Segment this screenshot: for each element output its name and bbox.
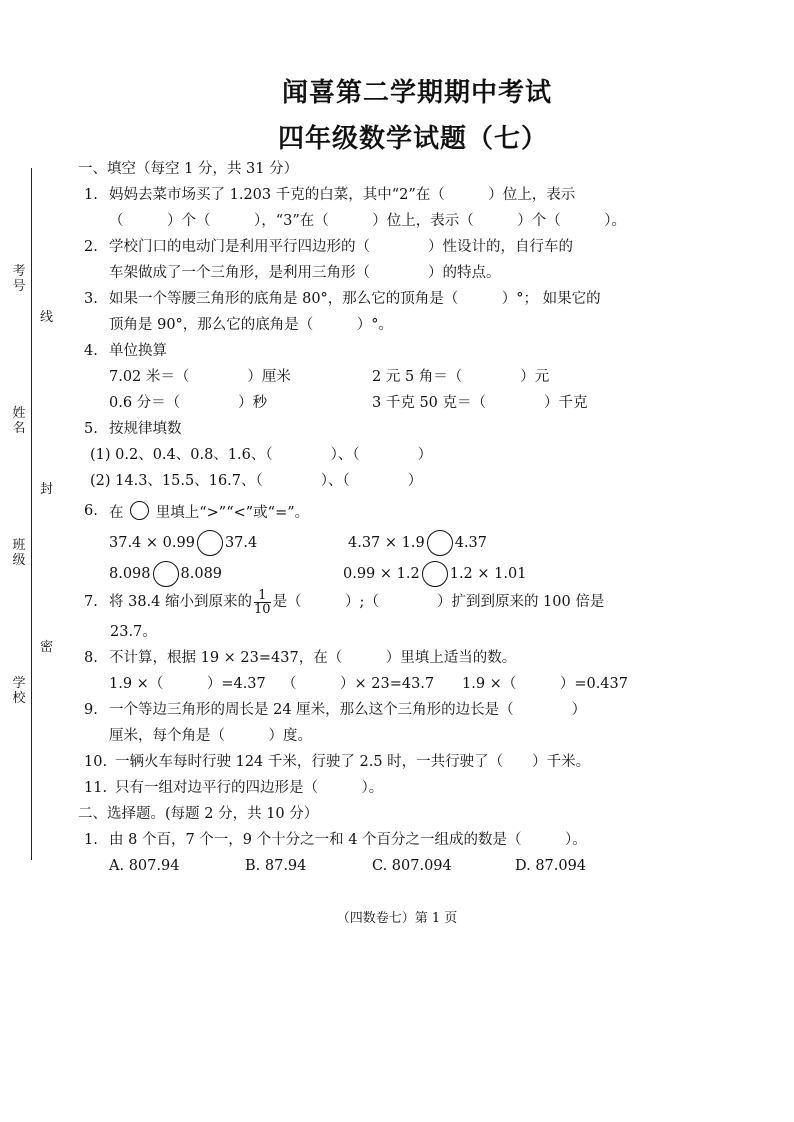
q3-line2: 顶角是 90°，那么它的底角是（ ）°。 bbox=[109, 317, 394, 333]
q6-c-left: 8.098 bbox=[109, 566, 151, 582]
q4-item-b: 2 元 5 角＝（ ）元 bbox=[372, 369, 550, 385]
q6-pre: 在 bbox=[109, 505, 124, 521]
q3-number: 3. bbox=[84, 291, 98, 307]
fraction-numerator: 1 bbox=[254, 589, 271, 603]
q6-b-left: 4.37 × 1.9 bbox=[348, 535, 425, 551]
q2-number: 2. bbox=[84, 239, 98, 255]
q7-post: 是（ ）;（ ）扩到到原来的 100 倍是 bbox=[272, 594, 605, 610]
q4-text: 单位换算 bbox=[109, 343, 167, 359]
q6-d-right: 1.2 × 1.01 bbox=[449, 566, 527, 582]
seal-mark-line: 线 bbox=[40, 310, 54, 325]
q6-item-c bbox=[109, 561, 222, 587]
compare-circle-icon bbox=[130, 501, 149, 520]
q6-a-right: 37.4 bbox=[224, 535, 258, 551]
q1-line1: 妈妈去菜市场买了 1.203 千克的白菜，其中“2”在（ ）位上，表示 bbox=[109, 187, 576, 203]
section1-heading: 一、填空（每空 1 分，共 31 分） bbox=[78, 161, 299, 177]
q8-text: 不计算，根据 19 × 23=437，在（ ）里填上适当的数。 bbox=[109, 650, 517, 666]
q11-number: 11. bbox=[84, 780, 108, 796]
q3-line1: 如果一个等腰三角形的底角是 80°，那么它的顶角是（ ）°； 如果它的 bbox=[109, 291, 601, 307]
s2-q1-number: 1. bbox=[84, 832, 98, 848]
q8-item-a: 1.9 ×（ ）=4.37 bbox=[109, 676, 266, 692]
q2-line2: 车架做成了一个三角形，是利用三角形（ ）的特点。 bbox=[109, 265, 501, 281]
q9-number: 9. bbox=[84, 702, 98, 718]
q10-text: 一辆火车每时行驶 124 千米，行驶了 2.5 时，一共行驶了（ ）千米。 bbox=[115, 754, 591, 770]
option-c[interactable]: C. 807.094 bbox=[372, 858, 452, 874]
q6-item-b bbox=[348, 530, 487, 556]
q6-c-right: 8.089 bbox=[180, 566, 223, 582]
q5-item-1: (1) 0.2、0.4、0.8、1.6、（ ）、（ ） bbox=[90, 447, 433, 463]
q6-b-right: 4.37 bbox=[454, 535, 488, 551]
s2-q1-text: 由 8 个百，7 个一，9 个十分之一和 4 个百分之一组成的数是（ ）。 bbox=[109, 832, 587, 848]
q5-item-2: (2) 14.3、15.5、16.7、（ ）、（ ） bbox=[90, 473, 423, 489]
q6-text bbox=[109, 501, 309, 523]
option-b[interactable]: B. 87.94 bbox=[245, 858, 307, 874]
q4-item-d: 3 千克 50 克＝（ ）千克 bbox=[372, 395, 588, 411]
q1-line2: （ ）个（ ），“3”在（ ）位上，表示（ ）个（ ）。 bbox=[109, 213, 627, 229]
q6-number: 6. bbox=[84, 503, 98, 519]
seal-mark-seal: 封 bbox=[40, 482, 54, 497]
q5-number: 5. bbox=[84, 421, 98, 437]
q8-item-b: （ ）× 23=43.7 bbox=[282, 676, 435, 692]
q7-pre: 将 38.4 缩小到原来的 bbox=[109, 594, 253, 610]
option-d[interactable]: D. 87.094 bbox=[515, 858, 587, 874]
q8-item-c: 1.9 ×（ ）=0.437 bbox=[462, 676, 628, 692]
q7-line2: 23.7。 bbox=[110, 624, 157, 640]
q10-number: 10. bbox=[84, 754, 108, 770]
answer-circle-a[interactable] bbox=[197, 530, 223, 556]
q9-line2: 厘米，每个角是（ ）度。 bbox=[109, 728, 312, 744]
q6-post: 里填上“>”“<”或“=”。 bbox=[155, 505, 310, 521]
q2-line1: 学校门口的电动门是利用平行四边形的（ ）性设计的，自行车的 bbox=[109, 239, 573, 255]
exam-title: 闻喜第二学期期中考试 bbox=[281, 78, 552, 108]
q6-item-d bbox=[343, 561, 526, 587]
q6-item-a bbox=[109, 530, 257, 556]
q4-number: 4. bbox=[84, 343, 98, 359]
margin-label-exam-number: 考号 bbox=[12, 264, 26, 294]
q6-a-left: 37.4 × 0.99 bbox=[109, 535, 195, 551]
answer-circle-d[interactable] bbox=[422, 561, 448, 587]
q5-text: 按规律填数 bbox=[109, 421, 182, 437]
q7-line1 bbox=[109, 588, 604, 616]
margin-label-name: 姓名 bbox=[12, 406, 26, 436]
q1-number: 1. bbox=[84, 187, 98, 203]
seal-mark-secret: 密 bbox=[40, 640, 54, 655]
margin-label-class: 班级 bbox=[12, 538, 26, 568]
q9-line1: 一个等边三角形的周长是 24 厘米，那么这个三角形的边长是（ ） bbox=[109, 702, 587, 718]
fraction-denominator: 10 bbox=[254, 601, 271, 617]
q6-d-left: 0.99 × 1.2 bbox=[343, 566, 420, 582]
q7-number: 7. bbox=[84, 594, 98, 610]
binding-line bbox=[31, 168, 32, 860]
exam-subtitle: 四年级数学试题（七） bbox=[277, 124, 548, 154]
answer-circle-b[interactable] bbox=[427, 530, 453, 556]
answer-circle-c[interactable] bbox=[153, 561, 179, 587]
margin-label-school: 学校 bbox=[12, 676, 26, 706]
q11-text: 只有一组对边平行的四边形是（ ）。 bbox=[115, 780, 384, 796]
q4-item-c: 0.6 分＝（ ）秒 bbox=[109, 395, 268, 411]
page-footer: （四数卷七）第 1 页 bbox=[336, 911, 458, 926]
option-a[interactable]: A. 807.94 bbox=[109, 858, 180, 874]
q8-number: 8. bbox=[84, 650, 98, 666]
section2-heading: 二、选择题。(每题 2 分，共 10 分） bbox=[78, 806, 319, 822]
fraction-one-tenth bbox=[254, 589, 271, 616]
q4-item-a: 7.02 米＝（ ）厘米 bbox=[109, 369, 291, 385]
